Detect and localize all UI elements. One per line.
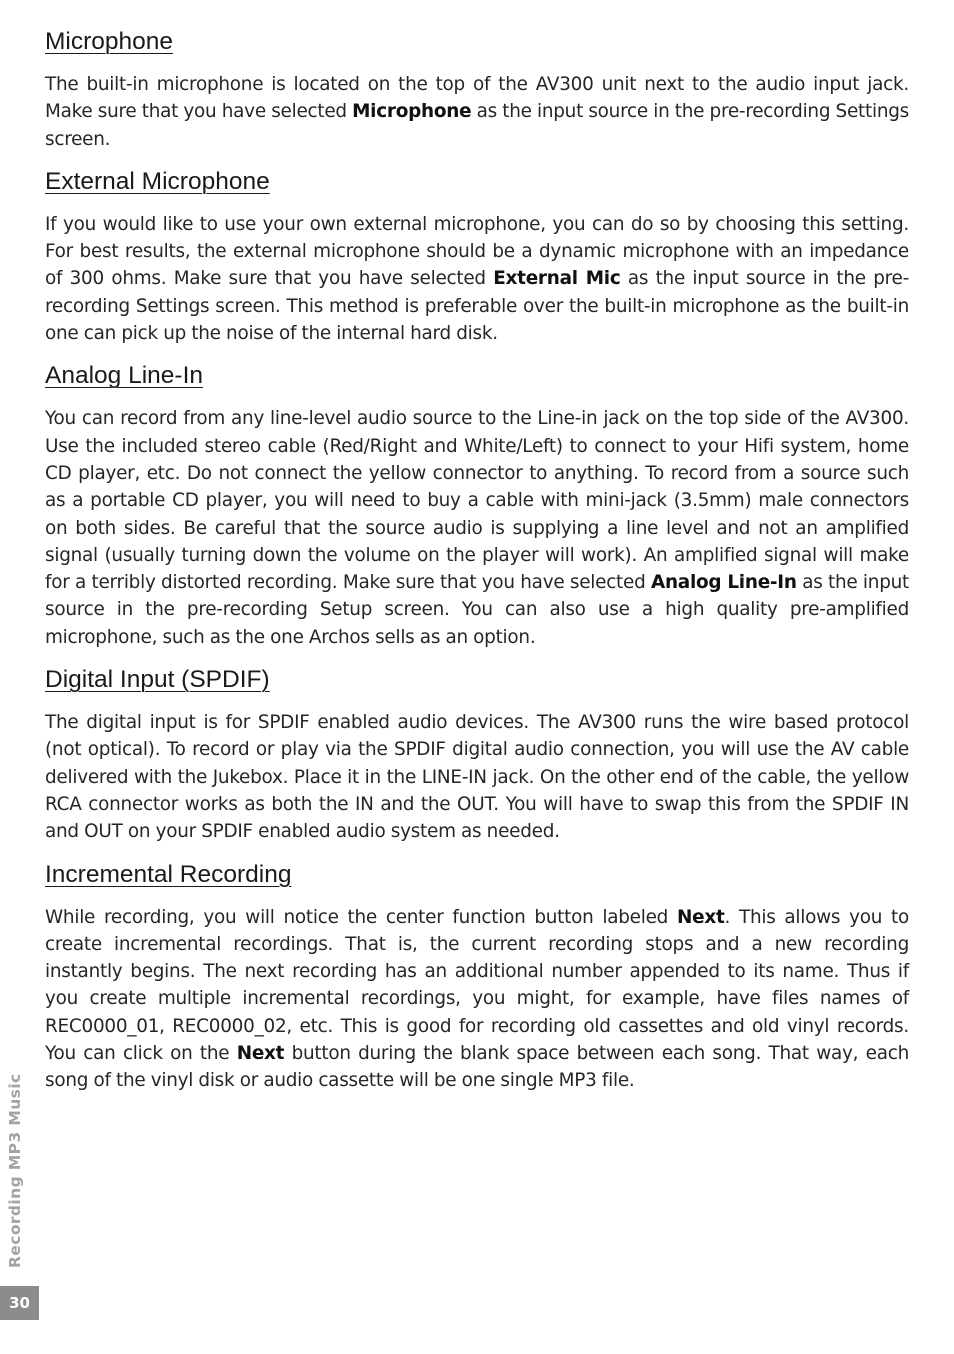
text-run: as the input source in the pre-recording Settings screen. This method is preferable over the built-in microphone as the built-in one can pick up the noise of the internal hard disk. <box>45 268 909 345</box>
section-paragraph <box>45 71 909 153</box>
chapter-side-label: Recording MP3 Music <box>6 1073 24 1268</box>
bold-term: Next <box>676 906 725 928</box>
section-external-microphone <box>45 166 909 347</box>
bold-term: Analog Line-In <box>650 572 797 594</box>
section-heading: Digital Input (SPDIF) <box>45 666 270 694</box>
section-heading: External Microphone <box>45 167 270 195</box>
text-run: You can record from any line-level audio source to the Line-in jack on the top side of the AV300. Use the included stereo cable (Red/Right and White/Left) to connect to your Hifi system, home CD player, etc. Do not connect the yellow connector to anything. To record from a source such as a portable CD player, you will need to buy a cable with mini-jack (3.5mm) male connectors on both sides. Be careful that the source audio is supplying a line level and not an amplified signal (usually turning down the volume on the player will work). An amplified signal will make for a terribly distorted recording. Make sure that you have selected <box>45 408 909 594</box>
section-heading: Microphone <box>45 28 174 55</box>
text-run: button during the blank space between each song. That way, each song of the vinyl disk or audio cassette will be one single MP3 file. <box>45 1043 909 1092</box>
bold-term: Microphone <box>352 101 472 123</box>
text-run: . This allows you to create incremental recordings. That is, the current recording stops and a new recording instantly begins. The next recording has an additional number appended to its name. Thus if you create multiple incremental recordings, you might, for example, have files names of REC0000_01, REC0000_02, etc. This is good for recording old cassettes and old vinyl records. You can click on the <box>45 906 909 1065</box>
text-run: as the input source in the pre-recording Setup screen. You can also use a high quality pre-amplified microphone, such as the one Archos sells as an option. <box>45 572 909 648</box>
text-run: The built-in microphone is located on the top of the AV300 unit next to the audio input jack. Make sure that you have selected <box>45 74 909 123</box>
page-content <box>45 26 909 1108</box>
section-paragraph <box>45 904 909 1095</box>
section-microphone <box>45 26 909 153</box>
section-digital-input <box>45 664 909 845</box>
text-run: as the input source in the pre-recording Settings screen. <box>45 101 909 150</box>
section-incremental-recording <box>45 859 909 1095</box>
bold-term: External Mic <box>493 268 621 290</box>
bold-term: Next <box>236 1043 285 1065</box>
section-paragraph <box>45 709 909 845</box>
text-run: While recording, you will notice the center function button labeled <box>45 906 677 928</box>
section-paragraph <box>45 211 909 347</box>
text-run: If you would like to use your own external microphone, you can do so by choosing this setting. For best results, the external microphone should be a dynamic microphone with an impedance of 300 ohms. Make sure that you have selected <box>45 213 909 290</box>
section-paragraph <box>45 405 909 651</box>
section-analog-line-in <box>45 360 909 651</box>
section-heading: Incremental Recording <box>45 860 292 888</box>
page-number: 30 <box>0 1286 39 1320</box>
section-heading: Analog Line-In <box>45 362 204 390</box>
text-run: The digital input is for SPDIF enabled audio devices. The AV300 runs the wire based protocol (not optical). To record or play via the SPDIF digital audio connection, you will use the AV cable delivered with the Jukebox. Place it in the LINE-IN jack. On the other end of the cable, the yellow RCA connector works as both the IN and the OUT. You will have to swap this from the SPDIF IN and OUT on your SPDIF enabled audio system as needed. <box>45 712 909 843</box>
